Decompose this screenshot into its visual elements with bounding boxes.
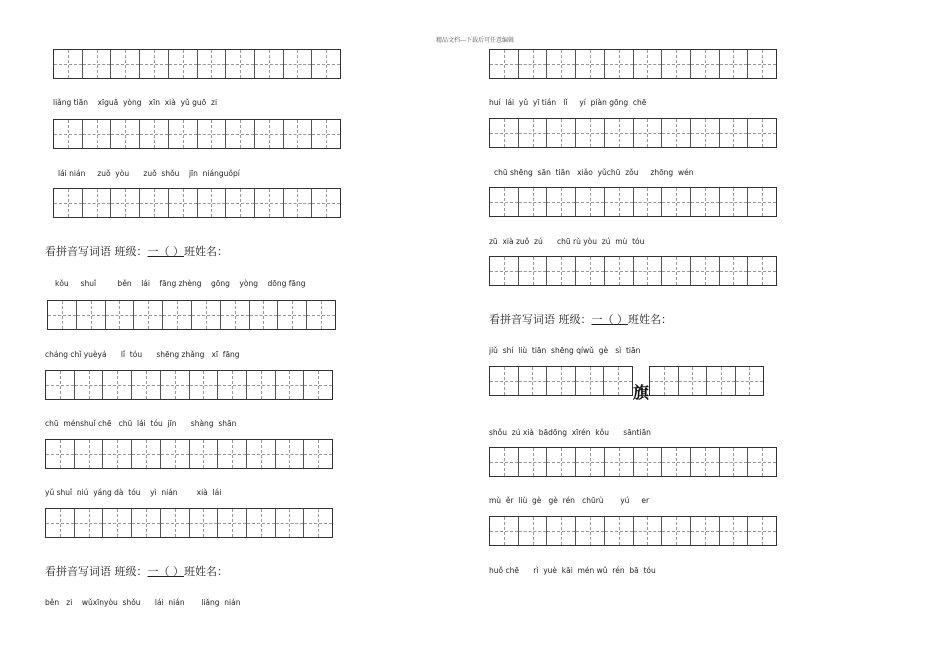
writing-grid[interactable] [45,508,333,538]
writing-grid[interactable] [45,439,333,469]
pinyin-line: zū xià zuǒ zú chū rù yòu zú mù tóu [489,237,645,246]
writing-grid[interactable] [489,516,777,546]
writing-grid[interactable] [649,366,764,396]
pinyin-line: shǒu zú xià bādōng xīrén kǒu sāntiān [489,428,651,437]
pinyin-line: lái nián zuǒ yòu zuǒ shǒu jīn niánguǒpí [58,169,240,178]
pinyin-line: jiǔ shí liù tiān shēng qíwǔ gè sì tiān [489,346,641,355]
writing-grid[interactable] [47,300,336,330]
writing-grid[interactable] [489,118,777,148]
writing-grid[interactable] [489,49,777,79]
writing-grid[interactable] [489,366,633,396]
pinyin-line: chū ménshuǐ chē chū lái tóu jīn shàng shān [45,419,237,428]
pinyin-line: kǒu shuǐ běn lái fāng zhèng gōng yòng dōng fāng [55,279,306,288]
section-title: 看拼音写词语 班级：一（ ）班姓名： [489,313,672,326]
writing-grid[interactable] [489,256,777,286]
pinyin-line: mù ěr liù gè gè rén chūrù yú er [489,496,650,505]
pinyin-line: liǎng tiān xīguā yòng xīn xià yǔ guō zi [53,98,218,107]
writing-grid[interactable] [489,447,777,477]
pinyin-line: cháng chǐ yuèyá lǐ tóu shēng zhǎng xī fāng [45,350,240,359]
writing-grid[interactable] [53,49,341,79]
pinyin-line: huǒ chē rì yuè kāi mén wǔ rén bā tóu [489,566,656,575]
writing-grid[interactable] [53,188,341,218]
page-header: 精品文档---下载后可任意编辑 [435,37,515,44]
section-title: 看拼音写词语 班级：一（ ）班姓名： [45,565,228,578]
given-character: 旗 [633,383,650,402]
pinyin-line: yǔ shuǐ niú yáng dà tóu yì nián xià lái [45,488,222,497]
pinyin-line: běn zi wǔxīnyòu shǒu lái nián liǎng nián [45,598,241,607]
pinyin-line: chū shēng sān tiān xiǎo yǔchū zǒu zhōng wén [494,168,694,177]
section-title: 看拼音写词语 班级：一（ ）班姓名： [45,245,228,258]
pinyin-line: huí lái yǔ yī tián lǐ yí piàn gōng chē [489,98,647,107]
writing-grid[interactable] [53,119,341,149]
writing-grid[interactable] [489,187,777,217]
writing-grid[interactable] [45,370,333,400]
